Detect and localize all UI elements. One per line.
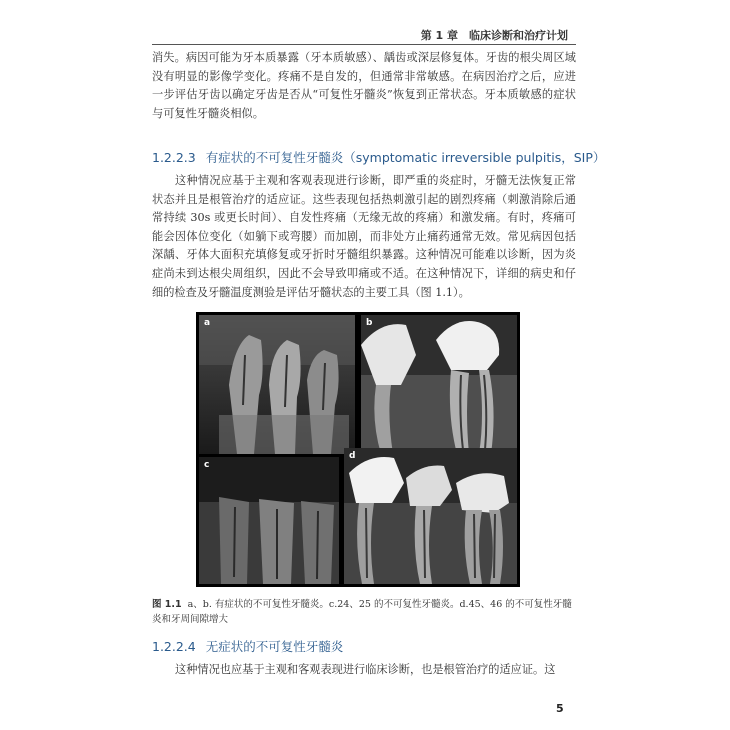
body-paragraph-1: 消失。病因可能为牙本质暴露（牙本质敏感）、龋齿或深层修复体。牙齿的根尖周区域没有明显的影像学变化。疼痛不是自发的，但通常非常敏感。在病因治疗之后，应进一步评估牙齿以确定牙齿是否从“可复性牙髓炎”恢复到正常状态。牙本质敏感的症状与可复性牙髓炎相似。 — [152, 51, 576, 120]
body-paragraph-asymptomatic: 这种情况也应基于主观和客观表现进行临床诊断，也是根管治疗的适应证。这 — [175, 663, 556, 676]
radiograph-b-image — [361, 315, 517, 454]
radiograph-panel-c — [199, 457, 339, 584]
section-number: 1.2.2.3 — [152, 150, 196, 165]
caption-text: a、b. 有症状的不可复性牙髓炎。c.24、25 的不可复性牙髓炎。d.45、46 的不可复性牙髓炎和牙周间隙增大 — [152, 599, 572, 625]
radiograph-panel-a — [199, 315, 355, 454]
figure-number: 图 1.1 — [152, 599, 182, 610]
page-number: 5 — [556, 702, 564, 715]
radiograph-d-image — [344, 448, 517, 584]
radiograph-a-image — [199, 315, 355, 454]
radiograph-c-image — [199, 457, 339, 584]
section-number: 1.2.2.4 — [152, 639, 196, 654]
panel-label-c: c — [204, 460, 210, 470]
panel-label-b: b — [366, 318, 373, 328]
running-header: 第 1 章 临床诊断和治疗计划 — [420, 29, 568, 42]
header-divider — [152, 44, 576, 45]
section-heading-asymptomatic — [152, 637, 343, 655]
section-heading-sip — [152, 148, 605, 166]
section-title: 有症状的不可复性牙髓炎（symptomatic irreversible pulpitis，SIP） — [205, 150, 606, 165]
body-paragraph-sip: 这种情况应基于主观和客观表现进行诊断，即严重的炎症时，牙髓无法恢复正常状态并且是根管治疗的适应证。这些表现包括热刺激引起的剧烈疼痛（刺激消除后通常持续 30s 或更长时间）、自发性疼痛（无缘无故的疼痛）和激发痛。有时，疼痛可能会因体位变化（如躺下或弯腰）而加剧，而非处方止痛药通常无效。常见病因包括深龋、牙体大面积充填修复或牙折时牙髓组织暴露。这种情况可能难以诊断，因为炎症尚未到达根尖周组织，因此不会导致叩痛或不适。在这种情况下，详细的病史和仔细的检查及牙髓温度测验是评估牙髓状态的主要工具（图 1.1）。 — [152, 174, 576, 299]
panel-label-a: a — [204, 318, 211, 328]
figure-caption — [152, 597, 576, 627]
section-title: 无症状的不可复性牙髓炎 — [205, 639, 344, 654]
figure-radiographs — [196, 312, 520, 587]
radiograph-panel-b — [361, 315, 517, 454]
panel-label-d: d — [349, 451, 356, 461]
radiograph-panel-d — [344, 448, 517, 584]
